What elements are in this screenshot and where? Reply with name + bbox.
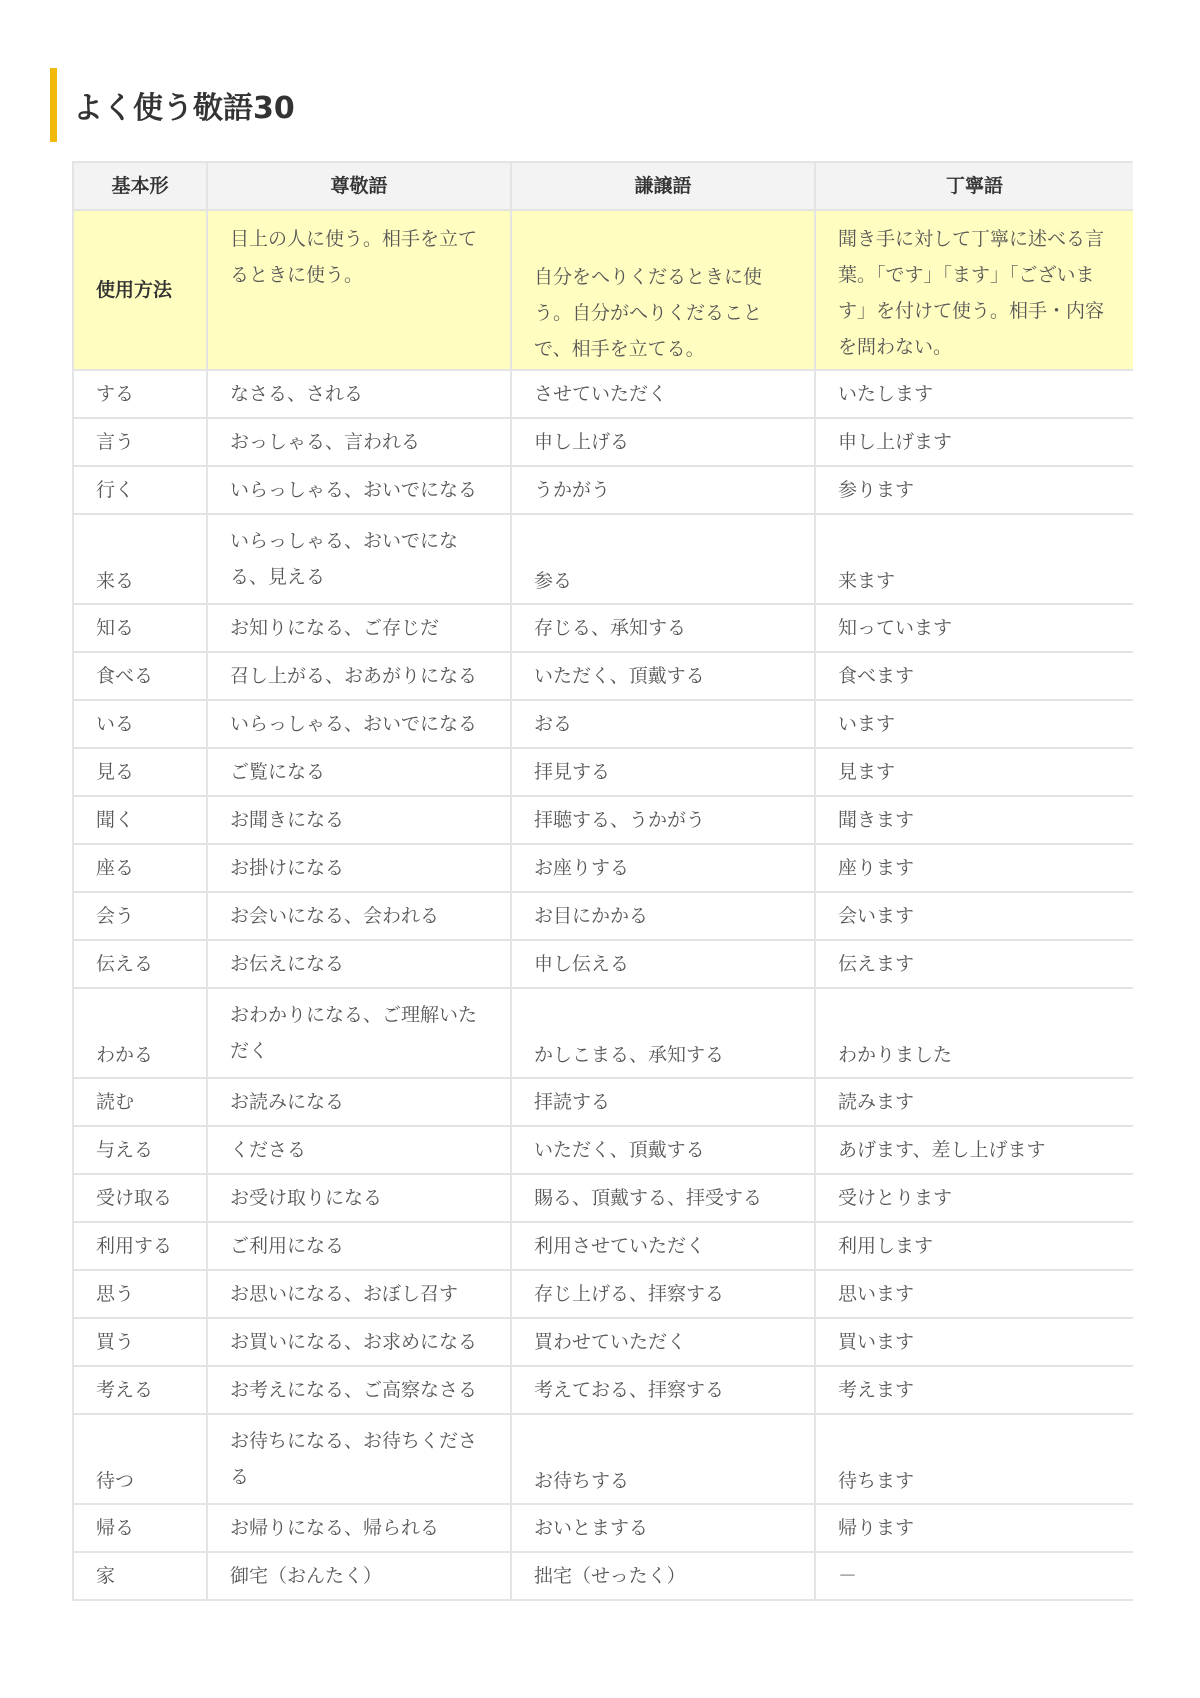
cell-sonkeigo: 召し上がる、おあがりになる [207,652,511,700]
cell-sonkeigo: ご利用になる [207,1222,511,1270]
cell-teineigo: わかりました [815,988,1133,1078]
cell-teineigo: 受けとります [815,1174,1133,1222]
cell-teineigo: 思います [815,1270,1133,1318]
cell-teineigo: あげます、差し上げます [815,1126,1133,1174]
cell-basic-form: 食べる [73,652,207,700]
cell-sonkeigo: おっしゃる、言われる [207,418,511,466]
cell-kenjougo: おる [511,700,815,748]
header-teineigo: 丁寧語 [815,162,1133,210]
cell-teineigo: 帰ります [815,1504,1133,1552]
cell-basic-form: いる [73,700,207,748]
cell-basic-form: 読む [73,1078,207,1126]
cell-teineigo: 参ります [815,466,1133,514]
cell-kenjougo: 利用させていただく [511,1222,815,1270]
cell-kenjougo: 存じ上げる、拝察する [511,1270,815,1318]
cell-kenjougo: うかがう [511,466,815,514]
cell-basic-form: 考える [73,1366,207,1414]
table-row [73,1552,1133,1600]
table-row [73,700,1133,748]
table-row [73,844,1133,892]
table-row [73,1414,1133,1504]
usage-sonkeigo: 目上の人に使う。相手を立てるときに使う。 [207,210,511,370]
cell-kenjougo: 拝見する [511,748,815,796]
cell-kenjougo: 拝聴する、うかがう [511,796,815,844]
table-row [73,1366,1133,1414]
table-header-row [73,162,1133,210]
cell-teineigo: 食べます [815,652,1133,700]
cell-basic-form: 家 [73,1552,207,1600]
cell-kenjougo: いただく、頂戴する [511,1126,815,1174]
header-basic-form: 基本形 [73,162,207,210]
cell-kenjougo: 存じる、承知する [511,604,815,652]
cell-basic-form: 行く [73,466,207,514]
cell-sonkeigo: 御宅（おんたく） [207,1552,511,1600]
cell-teineigo: 伝えます [815,940,1133,988]
table-row [73,1078,1133,1126]
cell-sonkeigo: お受け取りになる [207,1174,511,1222]
cell-sonkeigo: お考えになる、ご高察なさる [207,1366,511,1414]
cell-sonkeigo: お思いになる、おぼし召す [207,1270,511,1318]
cell-kenjougo: お座りする [511,844,815,892]
cell-basic-form: する [73,370,207,418]
table-row [73,1270,1133,1318]
cell-sonkeigo: お待ちになる、お待ちくださる [207,1414,511,1504]
cell-kenjougo: お目にかかる [511,892,815,940]
table-row [73,466,1133,514]
cell-kenjougo: 買わせていただく [511,1318,815,1366]
cell-kenjougo: かしこまる、承知する [511,988,815,1078]
table-row [73,652,1133,700]
cell-teineigo: 読みます [815,1078,1133,1126]
cell-basic-form: 見る [73,748,207,796]
cell-teineigo: 会います [815,892,1133,940]
cell-sonkeigo: なさる、される [207,370,511,418]
cell-basic-form: 会う [73,892,207,940]
keigo-table-container [72,161,1132,1601]
cell-sonkeigo: お帰りになる、帰られる [207,1504,511,1552]
cell-kenjougo: 考えておる、拝察する [511,1366,815,1414]
cell-sonkeigo: お買いになる、お求めになる [207,1318,511,1366]
cell-sonkeigo: いらっしゃる、おいでになる [207,466,511,514]
table-row [73,940,1133,988]
cell-teineigo: 考えます [815,1366,1133,1414]
cell-kenjougo: おいとまする [511,1504,815,1552]
cell-sonkeigo: お読みになる [207,1078,511,1126]
table-row [73,604,1133,652]
cell-kenjougo: お待ちする [511,1414,815,1504]
header-kenjougo: 謙譲語 [511,162,815,210]
cell-sonkeigo: おわかりになる、ご理解いただく [207,988,511,1078]
cell-basic-form: 買う [73,1318,207,1366]
table-row [73,796,1133,844]
cell-kenjougo: いただく、頂戴する [511,652,815,700]
cell-basic-form: 来る [73,514,207,604]
table-row [73,1126,1133,1174]
cell-teineigo: 申し上げます [815,418,1133,466]
cell-basic-form: 知る [73,604,207,652]
cell-basic-form: 聞く [73,796,207,844]
cell-sonkeigo: いらっしゃる、おいでになる [207,700,511,748]
cell-basic-form: 受け取る [73,1174,207,1222]
table-row [73,418,1133,466]
cell-sonkeigo: お会いになる、会われる [207,892,511,940]
usage-row [73,210,1133,370]
cell-kenjougo: 拝読する [511,1078,815,1126]
cell-basic-form: 伝える [73,940,207,988]
cell-kenjougo: 拙宅（せったく） [511,1552,815,1600]
table-row [73,370,1133,418]
cell-kenjougo: させていただく [511,370,815,418]
cell-basic-form: 帰る [73,1504,207,1552]
cell-kenjougo: 申し伝える [511,940,815,988]
cell-sonkeigo: お掛けになる [207,844,511,892]
cell-teineigo: 知っています [815,604,1133,652]
cell-teineigo: 待ちます [815,1414,1133,1504]
cell-teineigo: 座ります [815,844,1133,892]
cell-teineigo: 聞きます [815,796,1133,844]
cell-sonkeigo: ご覧になる [207,748,511,796]
cell-sonkeigo: お聞きになる [207,796,511,844]
table-row [73,1174,1133,1222]
cell-basic-form: 座る [73,844,207,892]
header-sonkeigo: 尊敬語 [207,162,511,210]
cell-teineigo: 見ます [815,748,1133,796]
cell-basic-form: 利用する [73,1222,207,1270]
cell-basic-form: 待つ [73,1414,207,1504]
table-row [73,1318,1133,1366]
usage-label: 使用方法 [73,210,207,370]
page-title: よく使う敬語30 [50,68,295,142]
usage-teineigo: 聞き手に対して丁寧に述べる言葉。「です」「ます」「ございます」を付けて使う。相手・内容を問わない。 [815,210,1133,370]
cell-sonkeigo: お伝えになる [207,940,511,988]
cell-teineigo: 利用します [815,1222,1133,1270]
cell-teineigo: いたします [815,370,1133,418]
cell-basic-form: 思う [73,1270,207,1318]
cell-sonkeigo: いらっしゃる、おいでになる、見える [207,514,511,604]
cell-sonkeigo: くださる [207,1126,511,1174]
cell-kenjougo: 参る [511,514,815,604]
cell-sonkeigo: お知りになる、ご存じだ [207,604,511,652]
table-row [73,514,1133,604]
table-row [73,748,1133,796]
cell-teineigo: います [815,700,1133,748]
table-row [73,1504,1133,1552]
cell-kenjougo: 申し上げる [511,418,815,466]
table-row [73,1222,1133,1270]
cell-teineigo: 来ます [815,514,1133,604]
usage-kenjougo: 自分をへりくだるときに使う。自分がへりくだることで、相手を立てる。 [511,210,815,370]
cell-basic-form: 与える [73,1126,207,1174]
table-row [73,892,1133,940]
keigo-table [72,161,1133,1601]
cell-basic-form: わかる [73,988,207,1078]
cell-basic-form: 言う [73,418,207,466]
table-row [73,988,1133,1078]
cell-teineigo: － [815,1552,1133,1600]
table-body [73,210,1133,1600]
cell-teineigo: 買います [815,1318,1133,1366]
cell-kenjougo: 賜る、頂戴する、拝受する [511,1174,815,1222]
